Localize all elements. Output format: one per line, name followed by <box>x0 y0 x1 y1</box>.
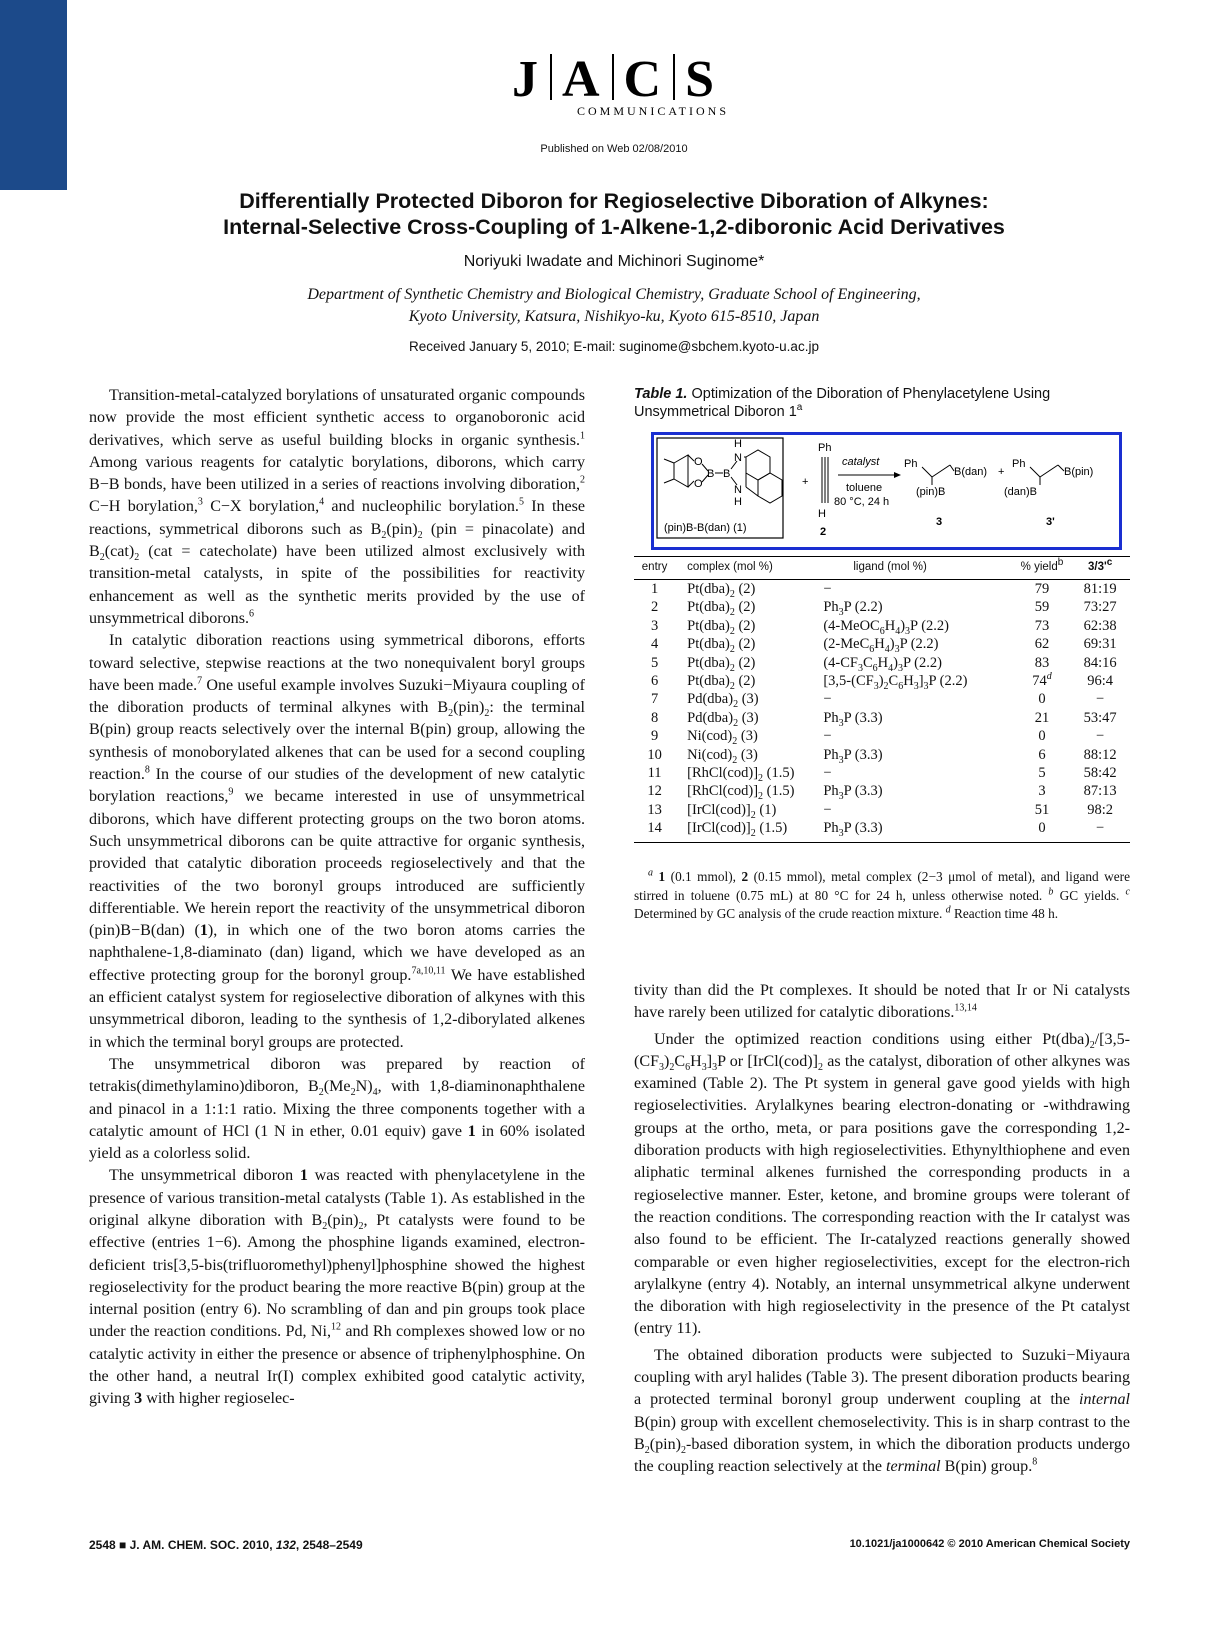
product3-label: 3 <box>936 516 943 528</box>
plus-sign-2: + <box>998 466 1005 478</box>
table-footnote: $^a$ 1 (0.1 mmol), 2 (0.15 mmol), metal complex (2−3 μmol of metal), and ligand were stirred in toluene (0.75 mL) at 80 °C for 24 h, unless otherwise noted. $^b$ GC yields. $^c$ Determined by GC analysis of the crude reaction mixture. $^d$ Reaction time 48 h. <box>634 867 1130 921</box>
oxygen-bottom: O <box>694 478 703 490</box>
journal-logo: J A C S COMMUNICATIONS <box>511 51 729 118</box>
table-row: 2 $Pt(dba)_2$ (2) $Ph_3P$ (2.2) 59 73:27 <box>650 599 1117 619</box>
nitrogen-top: N <box>734 452 742 464</box>
page-footer-right: 10.1021/ja1000642 © 2010 American Chemical Society <box>849 1538 1130 1550</box>
published-date: Published on Web 02/08/2010 <box>540 143 688 155</box>
optimization-table <box>634 556 1130 843</box>
paragraph: Transition-metal-catalyzed borylations of unsaturated organic compounds now provide the most efficient synthetic access to organoboronic acid derivatives, which serve as useful building blocks in organic synthesis.$^1$ Among various reagents for catalytic borylations, diborons, which carry B−B bonds, have been utilized in a series of reactions involving diboration,$^2$ C−H borylation,$^3$ C−X borylation,$^4$ and nucleophilic borylation.$^5$ In these reactions, symmetrical diborons such as $B_2(pin)_2$ (pin = pinacolate) and $B_2(cat)_2$ (cat = catecholate) have been utilized almost exclusively with transition-metal catalysts, in spite of the possibilities for reactivity enhancement as well as the synthetic merits provided by the use of unsymmetrical diborons.$^6$ <box>89 387 586 627</box>
product3-bpin: (pin)B <box>916 486 946 498</box>
table-row: 4 $Pt(dba)_2$ (2) $(2-MeC_6H_4)_3P$ (2.2) 62 69:31 <box>650 636 1117 656</box>
body-left-column <box>89 385 585 1411</box>
table-row: 12 $[RhCl(cod)]_2$ (1.5) $Ph_3P$ (3.3) 3 87:13 <box>647 783 1117 803</box>
authors: Noriyuki Iwadate and Michinori Suginome* <box>463 253 765 270</box>
product3-ph: Ph <box>904 458 918 470</box>
plus-sign: + <box>802 476 809 488</box>
conditions-label: 80 °C, 24 h <box>834 496 890 508</box>
product3p-ph: Ph <box>1012 458 1026 470</box>
body-right-column <box>634 980 1130 1479</box>
table-row: 9 $Ni(cod)_2$ (3) − 0 − <box>650 728 1105 748</box>
paragraph: Under the optimized reaction conditions using either $Pt(dba)_2/[3,5-(CF_3)_2C_6H_3]_3P$ or $[IrCl(cod)]_2$ as the catalyst, diboration of other alkynes was examined (Table 2). The Pt system in general gave good yields with high regioselectivities. Arylalkynes bearing electron-donating or -withdrawing groups at the ortho, meta, or para positions gave the corresponding 1,2-diboration products with high regioselectivities. Ethynylthiophene and even aliphatic terminal alkenes furnished the corresponding products in a regioselective manner. Ester, ketone, and bromine groups were tolerant of the reaction conditions. The corresponding reaction with the Ir catalyst was also found to be efficient. The Ir-catalyzed reactions generally showed comparable or even higher regioselectivities, except for the electron-rich arylalkyne (entry 4). Notably, an internal unsymmetrical alkyne underwent the diboration with high regioselectivity in the presence of the Pt catalyst (entry 11). <box>634 1030 1131 1338</box>
alkyne-h: H <box>818 508 826 520</box>
reagent2-label: 2 <box>820 526 827 538</box>
table-row: 7 $Pd(dba)_2$ (3) − 0 − <box>650 691 1105 711</box>
table-row: 8 $Pd(dba)_2$ (3) $Ph_3P$ (3.3) 21 53:47 <box>650 709 1117 729</box>
header-ligand: ligand (mol %) <box>823 557 1013 580</box>
header-entry: entry <box>634 557 675 580</box>
affiliation: Department of Synthetic Chemistry and Biological Chemistry, Graduate School of Engineering, Kyoto University, Katsura, Nishikyo-ku, Kyoto 615-8510, Japan <box>307 286 921 325</box>
table-header-row <box>634 557 1130 580</box>
solvent-label: toluene <box>846 482 883 494</box>
paragraph: The unsymmetrical diboron 1 was reacted with phenylacetylene in the presence of various transition-metal catalysts (Table 1). As established in the original alkyne diboration with $B_2(pin)_2$, Pt catalysts were found to be effective (entries 1−6). Among the phosphine ligands examined, electron-deficient tris[3,5-bis(trifluoromethyl)phenyl]phosphine showed the highest regioselectivity for the product bearing the more reactive B(pin) group at the internal position (entry 6). No scrambling of dan and pin groups took place under the reaction conditions. Pd, Ni,$^{12}$ and Rh complexes showed low or no catalytic activity in either the presence or absence of triphenylphosphine. On the other hand, a neutral Ir(I) complex exhibited good catalytic activity, giving 3 with higher regioselec- <box>89 1167 586 1408</box>
header-complex: complex (mol %) <box>675 557 823 580</box>
product3-bdan: B(dan) <box>954 466 988 478</box>
reagent1-label: (pin)B-B(dan) (1) <box>664 522 747 534</box>
boron-dan: B <box>723 468 731 480</box>
boron-pin: B <box>707 468 715 480</box>
paragraph: The obtained diboration products were subjected to Suzuki−Miyaura coupling with aryl halides (Table 3). The present diboration products bearing a protected terminal boronyl group underwent coupling at the internal B(pin) group with excellent chemoselectivity. This is in sharp contrast to the $B_2(pin)_2$-based diboration system, in which the diboration products undergo the coupling reaction selectively at the terminal B(pin) group.$^8$ <box>634 1346 1130 1476</box>
table-row: 1 $Pt(dba)_2$ (2) − 79 81:19 <box>650 581 1117 600</box>
table-row: 13 $[IrCl(cod)]_2$ (1) − 51 98:2 <box>647 801 1114 821</box>
product3p-bpin: B(pin) <box>1064 466 1094 478</box>
product3p-bdan: (dan)B <box>1004 486 1038 498</box>
oxygen-top: O <box>694 456 703 468</box>
catalyst-label: catalyst <box>842 456 880 468</box>
header-yield: % yield$^b$ <box>1014 557 1071 580</box>
table-row: 5 $Pt(dba)_2$ (2) $(4-CF_3C_6H_4)_3P$ (2.2) 83 84:16 <box>650 654 1117 674</box>
alkyne-ph: Ph <box>818 442 832 454</box>
received-line: Received January 5, 2010; E-mail: suginome@sbchem.kyoto-u.ac.jp <box>409 339 819 354</box>
table-caption: Table 1. Optimization of the Diboration of Phenylacetylene Using Unsymmetrical Diboron 1$^a$ <box>634 386 1051 420</box>
table-row: 14 $[IrCl(cod)]_2$ (1.5) $Ph_3P$ (3.3) 0 − <box>634 819 1130 842</box>
reaction-scheme <box>651 432 1122 550</box>
product3p-label: 3' <box>1046 516 1055 528</box>
table-row: 6 $Pt(dba)_2$ (2) $[3,5-(CF_3)_2C_6H_3]_3P$ (2.2) 74$^d$ 96:4 <box>650 671 1114 692</box>
paragraph: In catalytic diboration reactions using symmetrical diborons, efforts toward selective, stepwise reactions at the two nonequivalent boryl groups have been made.$^7$ One useful example involves Suzuki−Miyaura coupling of the diboration products of terminal alkynes with $B_2(pin)_2$: the terminal B(pin) group reacts selectively over the internal B(pin) group, allowing the synthesis of monoborylated alkenes that can be used for a second coupling reaction.$^8$ In the course of our studies of the development of new catalytic borylation reactions,$^9$ we became interested in use of unsymmetrical diborons, which have different protecting groups on the two boron atoms. Such unsymmetrical diborons can be quite attractive for organic synthesis, provided that catalytic diboration proceeds regioselectively and that the reactivities of the two boronyl groups introduced are sufficiently differentiable. We herein report the reactivity of the unsymmetrical diboron (pin)B−B(dan) (1), in which one of the two boron atoms carries the naphthalene-1,8-diaminato (dan) ligand, which we have developed as an effective protecting group for the boronyl group.$^{7a,10,11}$ We have established an efficient catalyst system for regioselective diboration of alkynes with this unsymmetrical diboron, leading to the synthesis of 1,2-diborylated alkenes in which the terminal boryl groups are protected. <box>89 632 585 1051</box>
table-row: 11 $[RhCl(cod)]_2$ (1.5) − 5 58:42 <box>647 765 1117 784</box>
table-row: 3 $Pt(dba)_2$ (2) $(4-MeOC_6H_4)_3P$ (2.2) 73 62:38 <box>650 617 1117 637</box>
header-ratio: $3/3'^c$ <box>1070 557 1130 580</box>
hydrogen-bottom: H <box>734 496 742 508</box>
paragraph: tivity than did the Pt complexes. It should be noted that Ir or Ni catalysts have rarely been utilized for catalytic diborations.$^{13,14}$ <box>634 982 1130 1022</box>
table-row: 10 $Ni(cod)_2$ (3) $Ph_3P$ (3.3) 6 88:12 <box>647 746 1117 766</box>
article-title: Differentially Protected Diboron for Regioselective Diboration of Alkynes: Internal-Selective Cross-Coupling of 1-Alkene-1,2-diboronic Acid Derivatives <box>223 189 1005 239</box>
hydrogen-top: H <box>734 438 742 450</box>
nitrogen-bottom: N <box>734 484 742 496</box>
paragraph: The unsymmetrical diboron was prepared by reaction of tetrakis(dimethylamino)diboron, $B_2(Me_2N)_4$, with 1,8-diaminonaphthalene and pinacol in a 1:1:1 ratio. Mixing the three components together with a catalytic amount of HCl (1 N in ether, 0.01 equiv) gave 1 in 60% isolated yield as a colorless solid. <box>89 1055 585 1163</box>
page-footer-left: 2548 ■ J. AM. CHEM. SOC. 2010, 132, 2548–2549 <box>89 1538 363 1552</box>
